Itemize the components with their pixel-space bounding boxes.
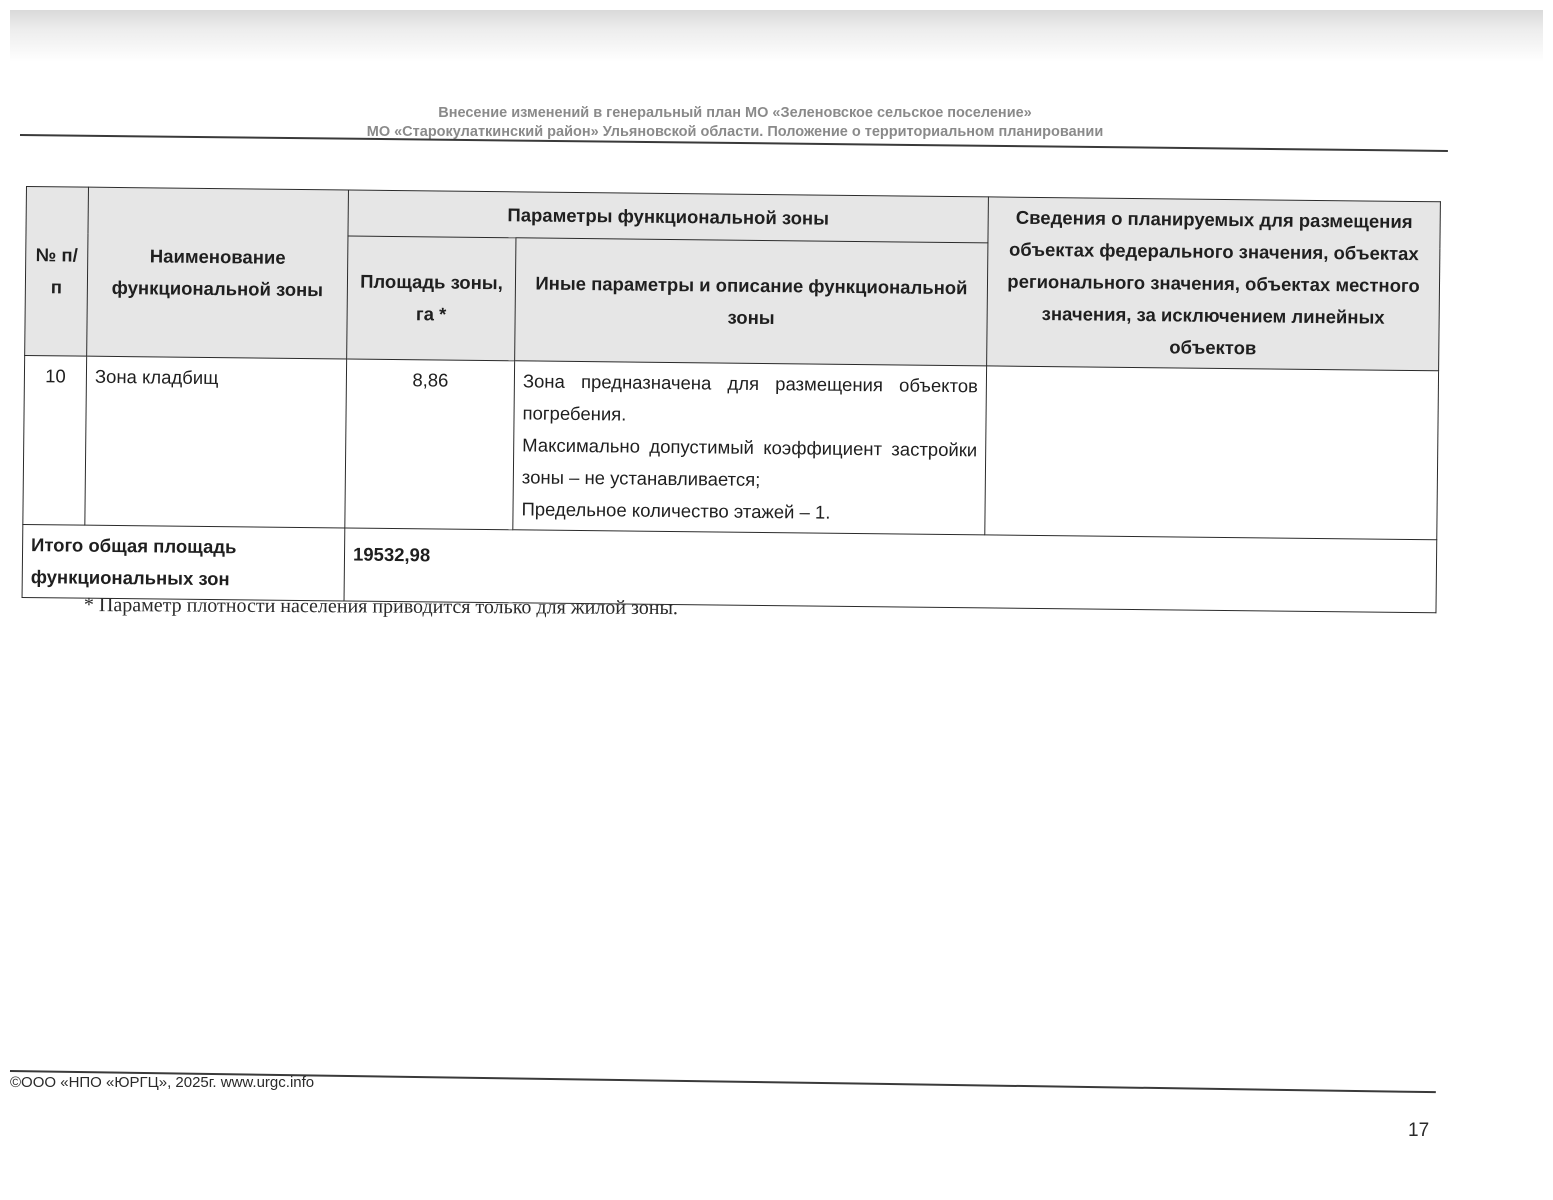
header-line-1: Внесение изменений в генеральный план МО «Зеленовское сельское поселение»	[438, 105, 1032, 121]
description-line: Зона предназначена для размещения объектов погребения.	[522, 370, 979, 425]
footer-copyright: ©ООО «НПО «ЮРГЦ», 2025г. www.urgc.info	[10, 1074, 315, 1091]
description-line: Предельное количество этажей – 1.	[521, 498, 831, 523]
row-zone-area: 8,86	[345, 359, 515, 530]
description-line: Максимально допустимый коэффициент застройки зоны – не устанавливается;	[521, 434, 978, 490]
functional-zones-table	[22, 186, 1441, 613]
col-params-group-header: Параметры функциональной зоны	[348, 190, 988, 243]
page-number: 17	[1408, 1120, 1430, 1141]
scan-shadow	[10, 10, 1543, 62]
total-value: 19532,98	[344, 528, 1437, 613]
header-line-2: МО «Старокулаткинский район» Ульяновской области. Положение о территориальном планировании	[366, 124, 1104, 140]
table-row	[23, 355, 1439, 539]
footnote: * Параметр плотности населения приводится только для жилой зоны.	[83, 594, 679, 620]
col-area-header: Площадь зоны, га *	[347, 236, 516, 361]
col-other-header: Иные параметры и описание функциональной зоны	[515, 238, 988, 366]
table-header-row-1	[26, 187, 1440, 248]
row-zone-description	[513, 361, 987, 535]
total-label: Итого общая площадь функциональных зон	[22, 524, 345, 600]
col-name-header: Наименование функциональной зоны	[87, 187, 349, 359]
row-zone-name: Зона кладбищ	[85, 356, 347, 528]
col-objects-header: Сведения о планируемых для размещения объектах федерального значения, объектах регионального значения, объектах местного значения, за исключением линейных объектов	[987, 197, 1441, 371]
col-num-header: № п/п	[25, 187, 89, 357]
row-zone-objects	[985, 366, 1439, 540]
row-number: 10	[23, 355, 87, 525]
